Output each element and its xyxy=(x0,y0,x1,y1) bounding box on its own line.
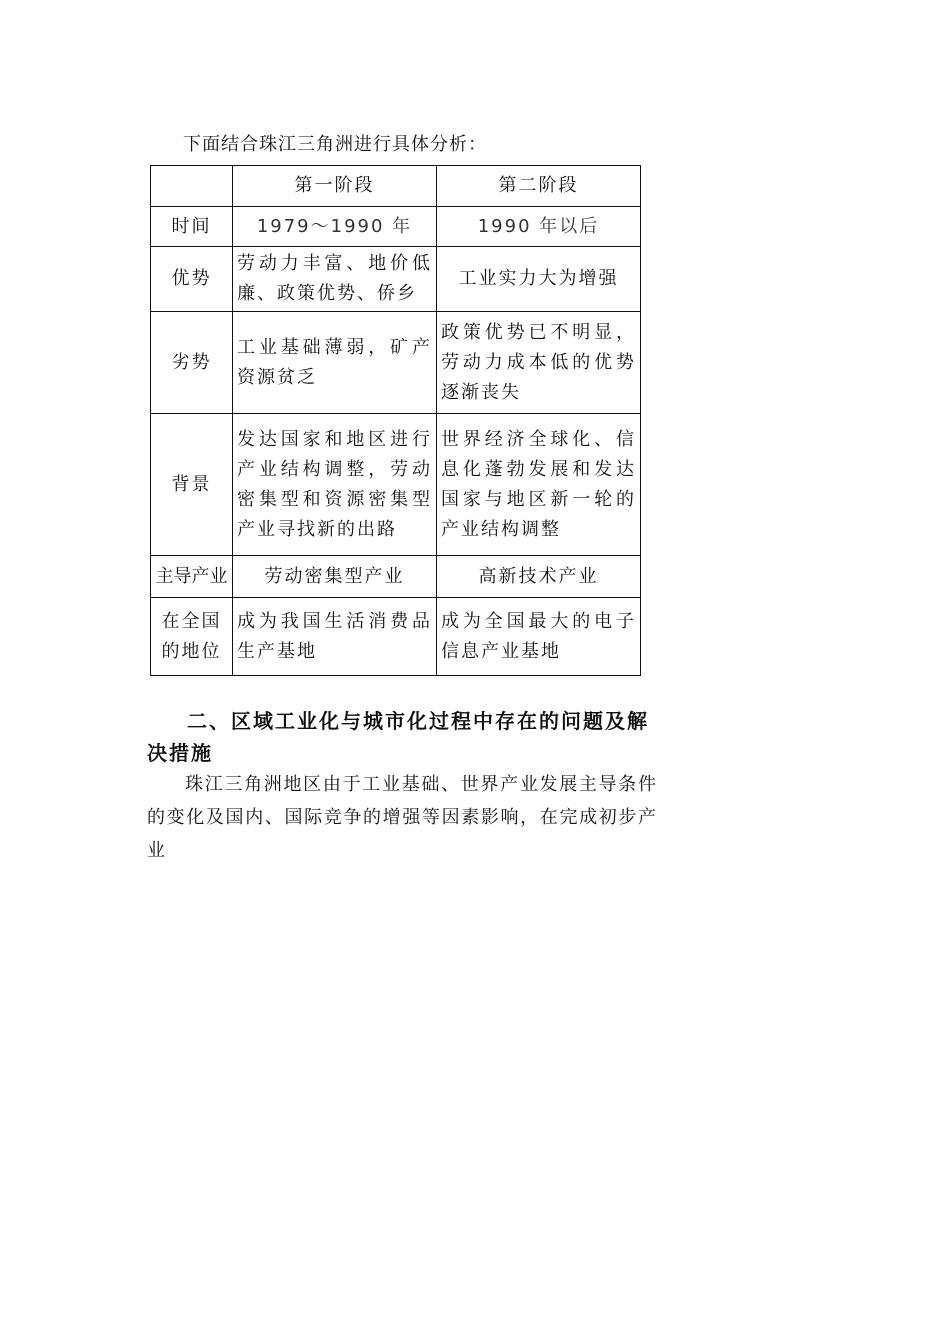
table-cell: 成为全国最大的电子信息产业基地 xyxy=(437,598,641,676)
table-cell: 工业基础薄弱，矿产资源贫乏 xyxy=(233,312,437,414)
table-row xyxy=(151,556,641,598)
table-row xyxy=(151,247,641,312)
table-row xyxy=(151,414,641,556)
table-cell: 劳动力丰富、地价低廉、政策优势、侨乡 xyxy=(233,247,437,312)
table-cell: 1979～1990 年 xyxy=(233,207,437,247)
intro-text: 下面结合珠江三角洲进行具体分析： xyxy=(183,134,487,155)
table-cell: 1990 年以后 xyxy=(437,207,641,247)
table-row xyxy=(151,207,641,247)
table-cell: 高新技术产业 xyxy=(437,556,641,598)
row-label: 劣势 xyxy=(151,312,233,414)
table-cell: 世界经济全球化、信息化蓬勃发展和发达国家与地区新一轮的产业结构调整 xyxy=(437,414,641,556)
table-cell: 发达国家和地区进行产业结构调整，劳动密集型和资源密集型产业寻找新的出路 xyxy=(233,414,437,556)
table-row xyxy=(151,598,641,676)
table-header-row xyxy=(151,166,641,207)
row-label: 优势 xyxy=(151,247,233,312)
stage-comparison-table xyxy=(150,165,641,676)
section-heading: 二、区域工业化与城市化过程中存在的问题及解决措施 xyxy=(147,709,649,765)
body-paragraph: 珠江三角洲地区由于工业基础、世界产业发展主导条件的变化及国内、国际竞争的增强等因素影响，在完成初步产业 xyxy=(147,774,657,861)
table-cell: 成为我国生活消费品生产基地 xyxy=(233,598,437,676)
table-cell: 劳动密集型产业 xyxy=(233,556,437,598)
row-label: 主导产业 xyxy=(151,556,233,598)
row-label: 在全国的地位 xyxy=(151,598,233,676)
row-label: 背景 xyxy=(151,414,233,556)
row-label: 时间 xyxy=(151,207,233,247)
table-row xyxy=(151,312,641,414)
table-cell: 政策优势已不明显，劳动力成本低的优势逐渐丧失 xyxy=(437,312,641,414)
table-header-cell xyxy=(151,166,233,207)
table-header-cell: 第二阶段 xyxy=(437,166,641,207)
table-header-cell: 第一阶段 xyxy=(233,166,437,207)
table-cell: 工业实力大为增强 xyxy=(437,247,641,312)
